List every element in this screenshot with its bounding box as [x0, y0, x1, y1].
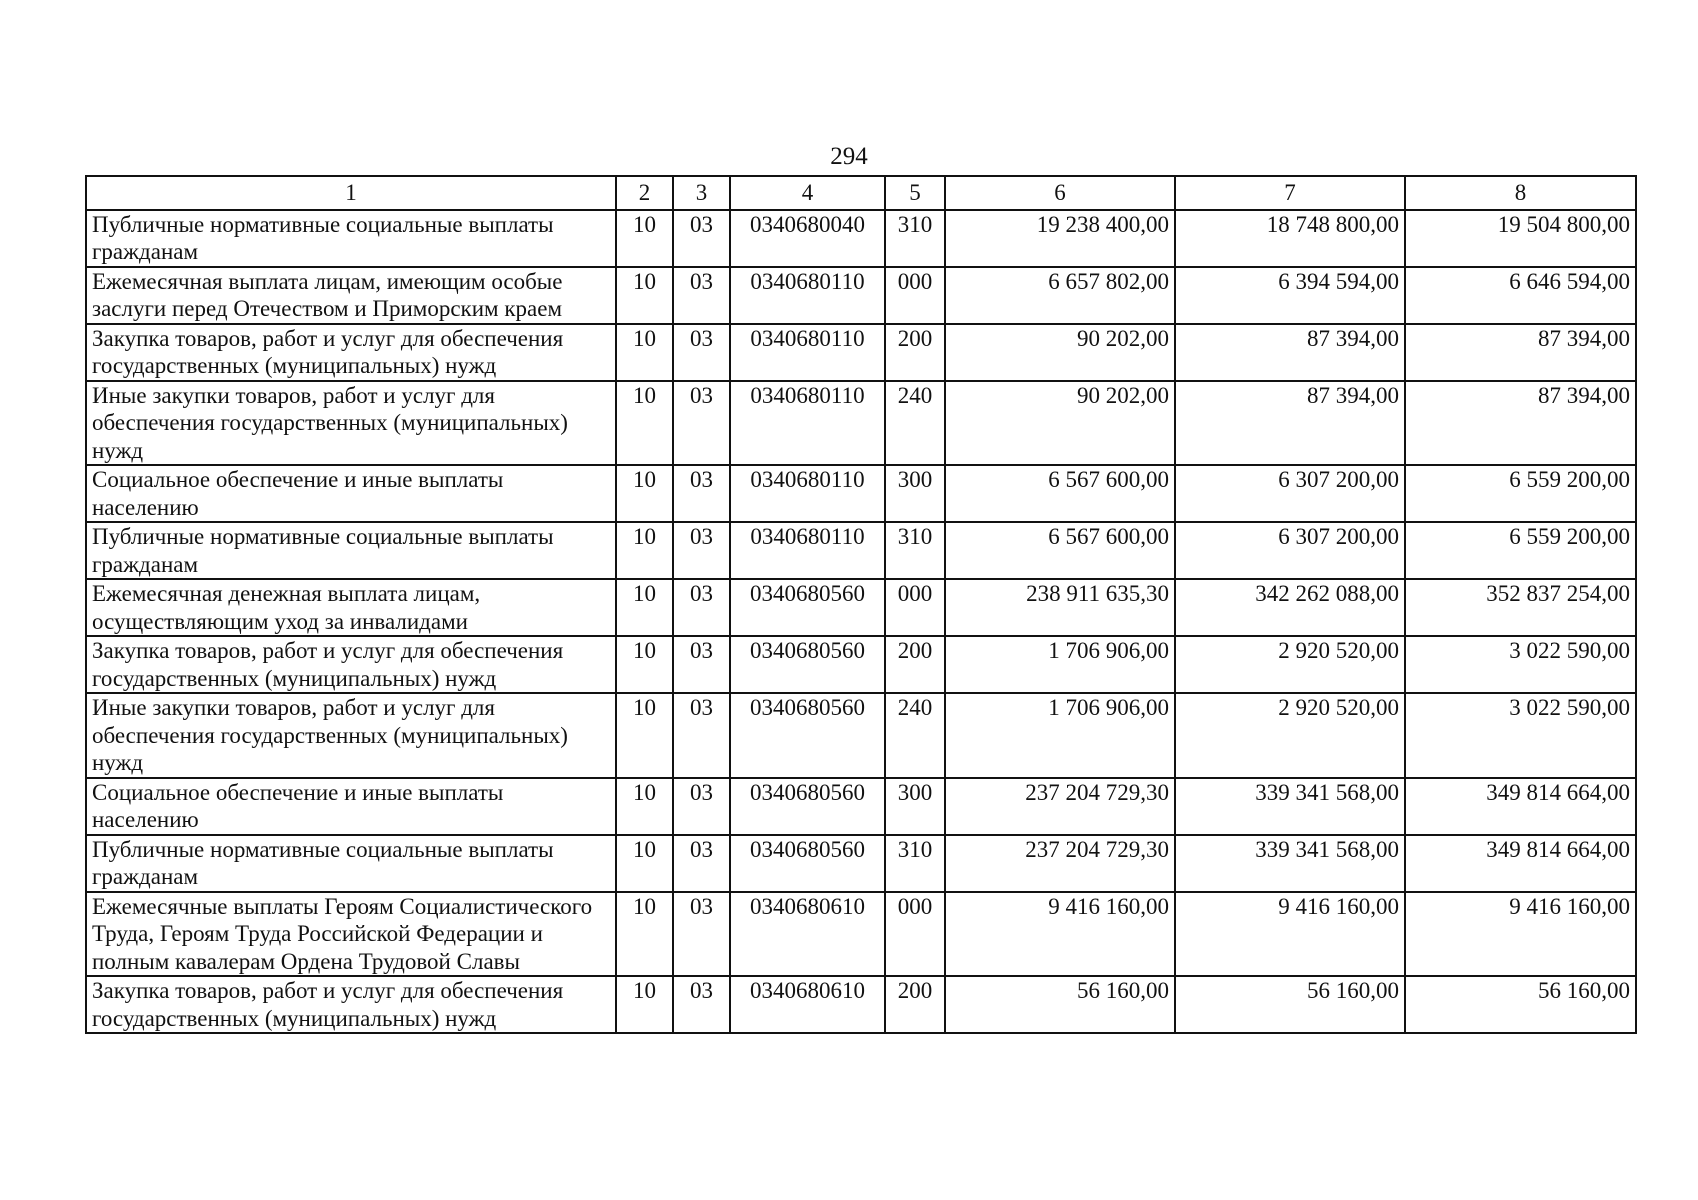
- expense-type-code: 200: [885, 636, 945, 693]
- section-code: 10: [616, 693, 673, 778]
- amount-col-7: 56 160,00: [1175, 976, 1405, 1033]
- expense-type-code: 300: [885, 465, 945, 522]
- amount-col-6: 90 202,00: [945, 324, 1175, 381]
- page-number: 294: [830, 143, 868, 170]
- table-row: [86, 976, 1636, 1033]
- table-row: [86, 835, 1636, 892]
- amount-col-8: 6 646 594,00: [1405, 267, 1636, 324]
- table-row: [86, 579, 1636, 636]
- expense-type-code: 310: [885, 522, 945, 579]
- subsection-code: 03: [673, 976, 730, 1033]
- row-name: Публичные нормативные социальные выплаты гражданам: [86, 522, 616, 579]
- subsection-code: 03: [673, 579, 730, 636]
- amount-col-7: 6 307 200,00: [1175, 465, 1405, 522]
- amount-col-6: 1 706 906,00: [945, 636, 1175, 693]
- row-name: Ежемесячная выплата лицам, имеющим особые заслуги перед Отечеством и Приморским краем: [86, 267, 616, 324]
- budget-table: [85, 175, 1637, 1034]
- subsection-code: 03: [673, 892, 730, 977]
- column-header: 7: [1175, 176, 1405, 210]
- amount-col-8: 19 504 800,00: [1405, 210, 1636, 267]
- table-row: [86, 522, 1636, 579]
- subsection-code: 03: [673, 267, 730, 324]
- amount-col-8: 349 814 664,00: [1405, 835, 1636, 892]
- amount-col-8: 6 559 200,00: [1405, 522, 1636, 579]
- row-name: Закупка товаров, работ и услуг для обеспечения государственных (муниципальных) нужд: [86, 636, 616, 693]
- amount-col-6: 237 204 729,30: [945, 778, 1175, 835]
- subsection-code: 03: [673, 210, 730, 267]
- table-row: [86, 693, 1636, 778]
- table-row: [86, 892, 1636, 977]
- amount-col-8: 87 394,00: [1405, 324, 1636, 381]
- column-header: 1: [86, 176, 616, 210]
- table-row: [86, 267, 1636, 324]
- section-code: 10: [616, 579, 673, 636]
- amount-col-6: 1 706 906,00: [945, 693, 1175, 778]
- expense-type-code: 200: [885, 324, 945, 381]
- amount-col-7: 2 920 520,00: [1175, 693, 1405, 778]
- target-article-code: 0340680110: [730, 381, 885, 466]
- section-code: 10: [616, 465, 673, 522]
- target-article-code: 0340680560: [730, 636, 885, 693]
- amount-col-7: 2 920 520,00: [1175, 636, 1405, 693]
- column-header: 4: [730, 176, 885, 210]
- expense-type-code: 310: [885, 210, 945, 267]
- section-code: 10: [616, 324, 673, 381]
- amount-col-7: 18 748 800,00: [1175, 210, 1405, 267]
- target-article-code: 0340680110: [730, 522, 885, 579]
- row-name: Социальное обеспечение и иные выплаты населению: [86, 465, 616, 522]
- row-name: Закупка товаров, работ и услуг для обеспечения государственных (муниципальных) нужд: [86, 324, 616, 381]
- target-article-code: 0340680560: [730, 778, 885, 835]
- subsection-code: 03: [673, 522, 730, 579]
- amount-col-6: 9 416 160,00: [945, 892, 1175, 977]
- target-article-code: 0340680110: [730, 465, 885, 522]
- row-name: Иные закупки товаров, работ и услуг для обеспечения государственных (муниципальных) нужд: [86, 693, 616, 778]
- section-code: 10: [616, 522, 673, 579]
- subsection-code: 03: [673, 324, 730, 381]
- amount-col-6: 56 160,00: [945, 976, 1175, 1033]
- target-article-code: 0340680560: [730, 579, 885, 636]
- amount-col-6: 237 204 729,30: [945, 835, 1175, 892]
- expense-type-code: 310: [885, 835, 945, 892]
- amount-col-6: 238 911 635,30: [945, 579, 1175, 636]
- amount-col-7: 342 262 088,00: [1175, 579, 1405, 636]
- target-article-code: 0340680610: [730, 976, 885, 1033]
- column-header: 6: [945, 176, 1175, 210]
- column-header: 3: [673, 176, 730, 210]
- amount-col-8: 6 559 200,00: [1405, 465, 1636, 522]
- amount-col-7: 87 394,00: [1175, 324, 1405, 381]
- amount-col-8: 352 837 254,00: [1405, 579, 1636, 636]
- expense-type-code: 000: [885, 579, 945, 636]
- target-article-code: 0340680560: [730, 835, 885, 892]
- expense-type-code: 240: [885, 381, 945, 466]
- table-row: [86, 465, 1636, 522]
- table-row: [86, 636, 1636, 693]
- subsection-code: 03: [673, 693, 730, 778]
- row-name: Иные закупки товаров, работ и услуг для обеспечения государственных (муниципальных) нужд: [86, 381, 616, 466]
- section-code: 10: [616, 267, 673, 324]
- row-name: Публичные нормативные социальные выплаты гражданам: [86, 210, 616, 267]
- header-row: [86, 176, 1636, 210]
- amount-col-8: 3 022 590,00: [1405, 636, 1636, 693]
- table-row: [86, 324, 1636, 381]
- amount-col-6: 6 657 802,00: [945, 267, 1175, 324]
- amount-col-8: 87 394,00: [1405, 381, 1636, 466]
- table-row: [86, 210, 1636, 267]
- expense-type-code: 300: [885, 778, 945, 835]
- amount-col-6: 19 238 400,00: [945, 210, 1175, 267]
- amount-col-7: 87 394,00: [1175, 381, 1405, 466]
- subsection-code: 03: [673, 381, 730, 466]
- expense-type-code: 200: [885, 976, 945, 1033]
- amount-col-7: 339 341 568,00: [1175, 778, 1405, 835]
- table-row: [86, 778, 1636, 835]
- section-code: 10: [616, 210, 673, 267]
- table-row: [86, 381, 1636, 466]
- section-code: 10: [616, 381, 673, 466]
- amount-col-7: 6 394 594,00: [1175, 267, 1405, 324]
- amount-col-7: 6 307 200,00: [1175, 522, 1405, 579]
- section-code: 10: [616, 778, 673, 835]
- subsection-code: 03: [673, 778, 730, 835]
- row-name: Ежемесячные выплаты Героям Социалистического Труда, Героям Труда Российской Федерации и полным кавалерам Ордена Трудовой Славы: [86, 892, 616, 977]
- column-header: 2: [616, 176, 673, 210]
- amount-col-8: 3 022 590,00: [1405, 693, 1636, 778]
- amount-col-6: 6 567 600,00: [945, 522, 1175, 579]
- target-article-code: 0340680040: [730, 210, 885, 267]
- section-code: 10: [616, 892, 673, 977]
- target-article-code: 0340680610: [730, 892, 885, 977]
- row-name: Публичные нормативные социальные выплаты гражданам: [86, 835, 616, 892]
- amount-col-7: 9 416 160,00: [1175, 892, 1405, 977]
- amount-col-8: 9 416 160,00: [1405, 892, 1636, 977]
- section-code: 10: [616, 976, 673, 1033]
- target-article-code: 0340680110: [730, 267, 885, 324]
- amount-col-8: 56 160,00: [1405, 976, 1636, 1033]
- expense-type-code: 000: [885, 892, 945, 977]
- section-code: 10: [616, 636, 673, 693]
- amount-col-6: 6 567 600,00: [945, 465, 1175, 522]
- row-name: Закупка товаров, работ и услуг для обеспечения государственных (муниципальных) нужд: [86, 976, 616, 1033]
- expense-type-code: 240: [885, 693, 945, 778]
- column-header: 5: [885, 176, 945, 210]
- target-article-code: 0340680110: [730, 324, 885, 381]
- column-header: 8: [1405, 176, 1636, 210]
- row-name: Социальное обеспечение и иные выплаты населению: [86, 778, 616, 835]
- expense-type-code: 000: [885, 267, 945, 324]
- amount-col-8: 349 814 664,00: [1405, 778, 1636, 835]
- target-article-code: 0340680560: [730, 693, 885, 778]
- subsection-code: 03: [673, 636, 730, 693]
- subsection-code: 03: [673, 835, 730, 892]
- row-name: Ежемесячная денежная выплата лицам, осуществляющим уход за инвалидами: [86, 579, 616, 636]
- amount-col-6: 90 202,00: [945, 381, 1175, 466]
- subsection-code: 03: [673, 465, 730, 522]
- amount-col-7: 339 341 568,00: [1175, 835, 1405, 892]
- section-code: 10: [616, 835, 673, 892]
